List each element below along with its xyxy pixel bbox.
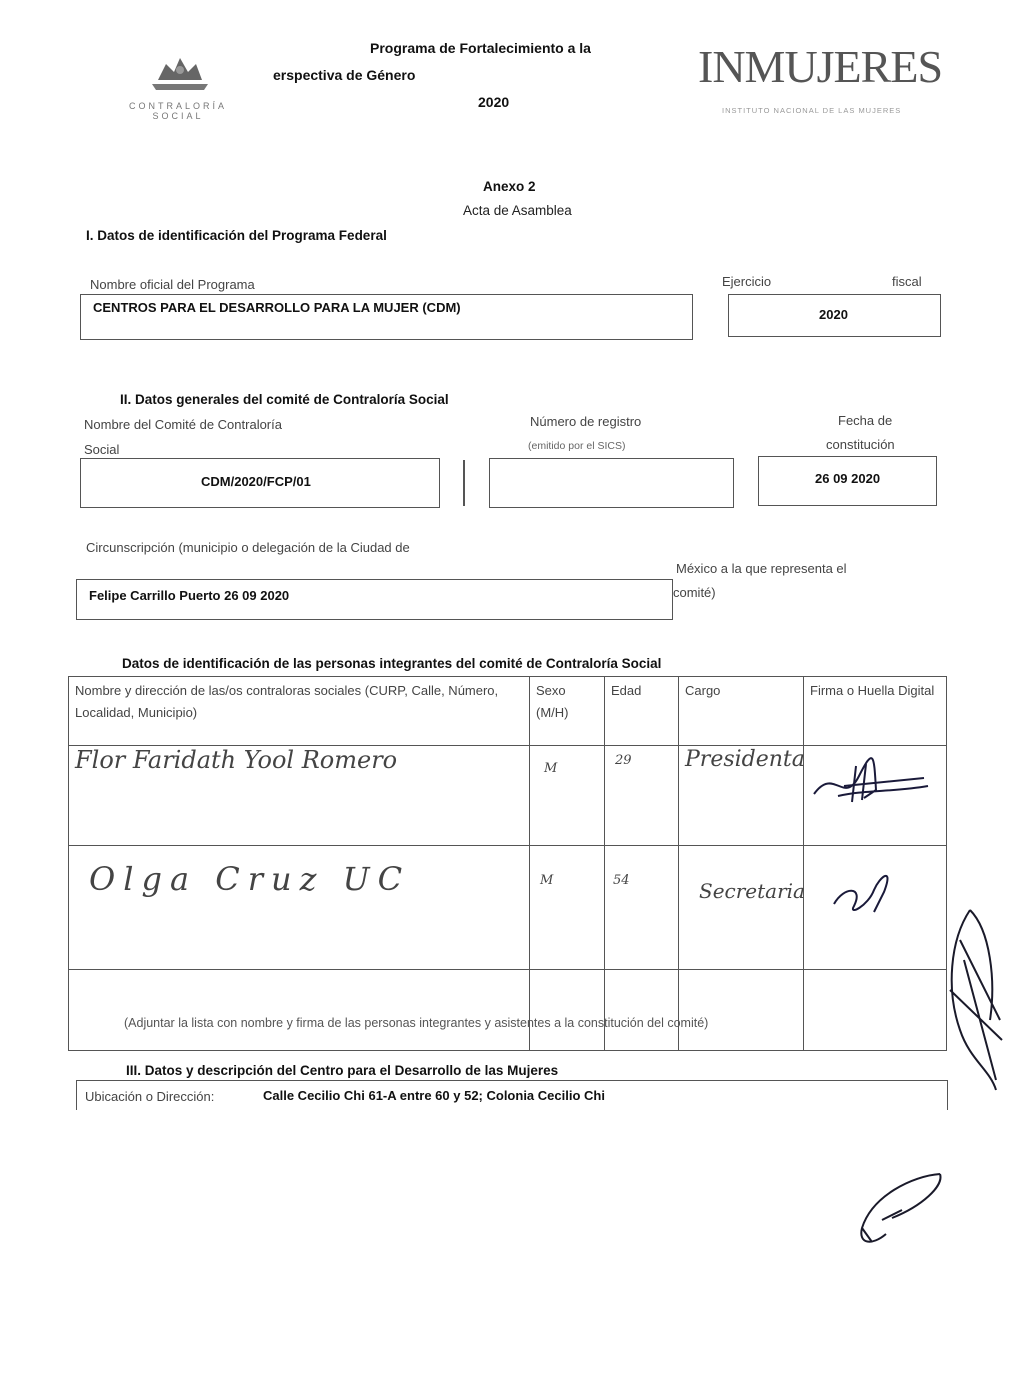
table-row xyxy=(69,970,947,1051)
circumscription-label-cont-2: comité) xyxy=(673,585,716,600)
col-header-name: Nombre y dirección de las/os contraloras sociales (CURP, Calle, Número, Localidad, Municipio) xyxy=(69,677,530,746)
program-name-field[interactable] xyxy=(80,294,693,340)
section2-heading: II. Datos generales del comité de Contraloría Social xyxy=(120,392,449,407)
inmujeres-logo: INMUJERES xyxy=(698,41,943,92)
contraloria-logo-text: CONTRALORÍA SOCIAL xyxy=(128,101,227,121)
margin-initial-icon xyxy=(852,1166,952,1250)
program-year: 2020 xyxy=(478,94,510,110)
inmujeres-subtitle: INSTITUTO NACIONAL DE LAS MUJERES xyxy=(722,106,902,115)
date-label-2: constitución xyxy=(826,437,895,452)
location-value: Calle Cecilio Chi 61-A entre 60 y 52; Colonia Cecilio Chi xyxy=(263,1088,605,1103)
table-row xyxy=(69,746,947,846)
members-table xyxy=(68,676,947,1051)
constitution-date-field[interactable] xyxy=(758,456,937,506)
margin-signature-icon xyxy=(940,900,1010,1110)
contraloria-logo xyxy=(118,50,238,120)
member-name[interactable] xyxy=(69,970,530,1051)
member-age[interactable]: 54 xyxy=(605,846,679,970)
annex-title: Anexo 2 xyxy=(483,179,536,194)
members-note: (Adjuntar la lista con nombre y firma de las personas integrantes y asistentes a la constitución del comité) xyxy=(124,1016,709,1030)
program-title-line2: erspectiva de Género xyxy=(273,67,416,83)
committee-name-field[interactable] xyxy=(80,458,440,508)
field-divider xyxy=(463,460,465,506)
annex-subtitle: Acta de Asamblea xyxy=(463,203,572,218)
circumscription-label-cont-1: México a la que representa el xyxy=(676,561,847,576)
members-heading: Datos de identificación de las personas integrantes del comité de Contraloría Social xyxy=(122,656,662,671)
member-role[interactable]: Presidenta xyxy=(679,746,804,846)
member-age[interactable] xyxy=(605,970,679,1051)
registry-number-field[interactable] xyxy=(489,458,734,508)
constitution-date-value: 26 09 2020 xyxy=(815,471,881,486)
member-age[interactable]: 29 xyxy=(605,746,679,846)
circumscription-field[interactable] xyxy=(76,579,673,620)
circumscription-value: Felipe Carrillo Puerto 26 09 2020 xyxy=(89,588,290,603)
section1-heading: I. Datos de identificación del Programa Federal xyxy=(86,228,387,243)
committee-label-1: Nombre del Comité de Contraloría xyxy=(84,417,282,432)
handwritten-signature-icon xyxy=(804,846,944,926)
committee-name-value: CDM/2020/FCP/01 xyxy=(201,474,311,489)
registry-label: Número de registro xyxy=(530,414,642,429)
fiscal-label-b: fiscal xyxy=(892,274,922,289)
table-row xyxy=(69,846,947,970)
col-header-sex: Sexo (M/H) xyxy=(530,677,605,746)
member-sex[interactable]: M xyxy=(530,846,605,970)
program-name-value: CENTROS PARA EL DESARROLLO PARA LA MUJER (CDM) xyxy=(93,300,461,315)
member-role[interactable] xyxy=(679,970,804,1051)
location-label: Ubicación o Dirección: xyxy=(85,1089,215,1104)
col-header-signature: Firma o Huella Digital xyxy=(804,677,947,746)
member-signature[interactable] xyxy=(804,970,947,1051)
member-role[interactable]: Secretaria xyxy=(679,846,804,970)
member-signature xyxy=(804,746,947,846)
member-name[interactable]: Olga Cruz UC xyxy=(69,846,530,970)
location-field[interactable] xyxy=(76,1080,948,1110)
eagle-emblem-icon xyxy=(118,50,238,94)
section3-heading: III. Datos y descripción del Centro para el Desarrollo de las Mujeres xyxy=(126,1063,559,1078)
col-header-role: Cargo xyxy=(679,677,804,746)
handwritten-signature-icon xyxy=(804,746,944,826)
member-signature xyxy=(804,846,947,970)
member-sex[interactable] xyxy=(530,970,605,1051)
member-name[interactable]: Flor Faridath Yool Romero xyxy=(69,746,530,846)
committee-label-2: Social xyxy=(84,442,120,457)
members-header-row xyxy=(69,677,947,746)
program-title-line1: Programa de Fortalecimiento a la xyxy=(370,40,591,56)
fiscal-year-value: 2020 xyxy=(819,307,848,322)
program-name-label: Nombre oficial del Programa xyxy=(90,277,255,292)
fiscal-year-field[interactable] xyxy=(728,294,941,337)
circumscription-label: Circunscripción (municipio o delegación de la Ciudad de xyxy=(86,540,410,555)
member-sex[interactable]: M xyxy=(530,746,605,846)
fiscal-label-a: Ejercicio xyxy=(722,274,772,289)
registry-sublabel: (emitido por el SICS) xyxy=(528,440,626,452)
col-header-age: Edad xyxy=(605,677,679,746)
date-label-1: Fecha de xyxy=(838,413,893,428)
